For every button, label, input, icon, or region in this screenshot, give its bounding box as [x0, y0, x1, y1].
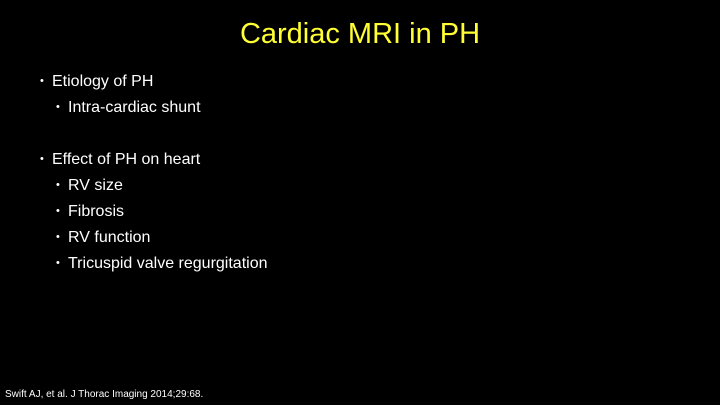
bullet-glyph: • — [40, 75, 44, 87]
sub-bullet-text: RV function — [68, 229, 151, 246]
citation: Swift AJ, et al. J Thorac Imaging 2014;29:68. — [5, 389, 204, 400]
bullet-item-effect — [40, 151, 200, 169]
bullet-glyph: • — [56, 101, 60, 113]
sub-bullet-text: Tricuspid valve regurgitation — [68, 255, 268, 272]
bullet-glyph: • — [56, 231, 60, 243]
bullet-item-etiology — [40, 73, 153, 91]
sub-bullet-text: Fibrosis — [68, 203, 125, 220]
bullet-text: Effect of PH on heart — [52, 151, 201, 168]
bullet-glyph: • — [56, 257, 60, 269]
bullet-glyph: • — [56, 205, 60, 217]
sub-bullet-text: Intra-cardiac shunt — [68, 99, 201, 116]
sub-bullet-item-tricuspid — [56, 255, 268, 273]
bullet-text: Etiology of PH — [52, 73, 154, 90]
sub-bullet-item-rv-size — [56, 177, 123, 195]
sub-bullet-text: RV size — [68, 177, 123, 194]
sub-bullet-item-shunt — [56, 99, 201, 117]
bullet-glyph: • — [40, 153, 44, 165]
sub-bullet-item-fibrosis — [56, 203, 124, 221]
slide-title: Cardiac MRI in PH — [239, 18, 481, 50]
sub-bullet-item-rv-function — [56, 229, 150, 247]
bullet-glyph: • — [56, 179, 60, 191]
